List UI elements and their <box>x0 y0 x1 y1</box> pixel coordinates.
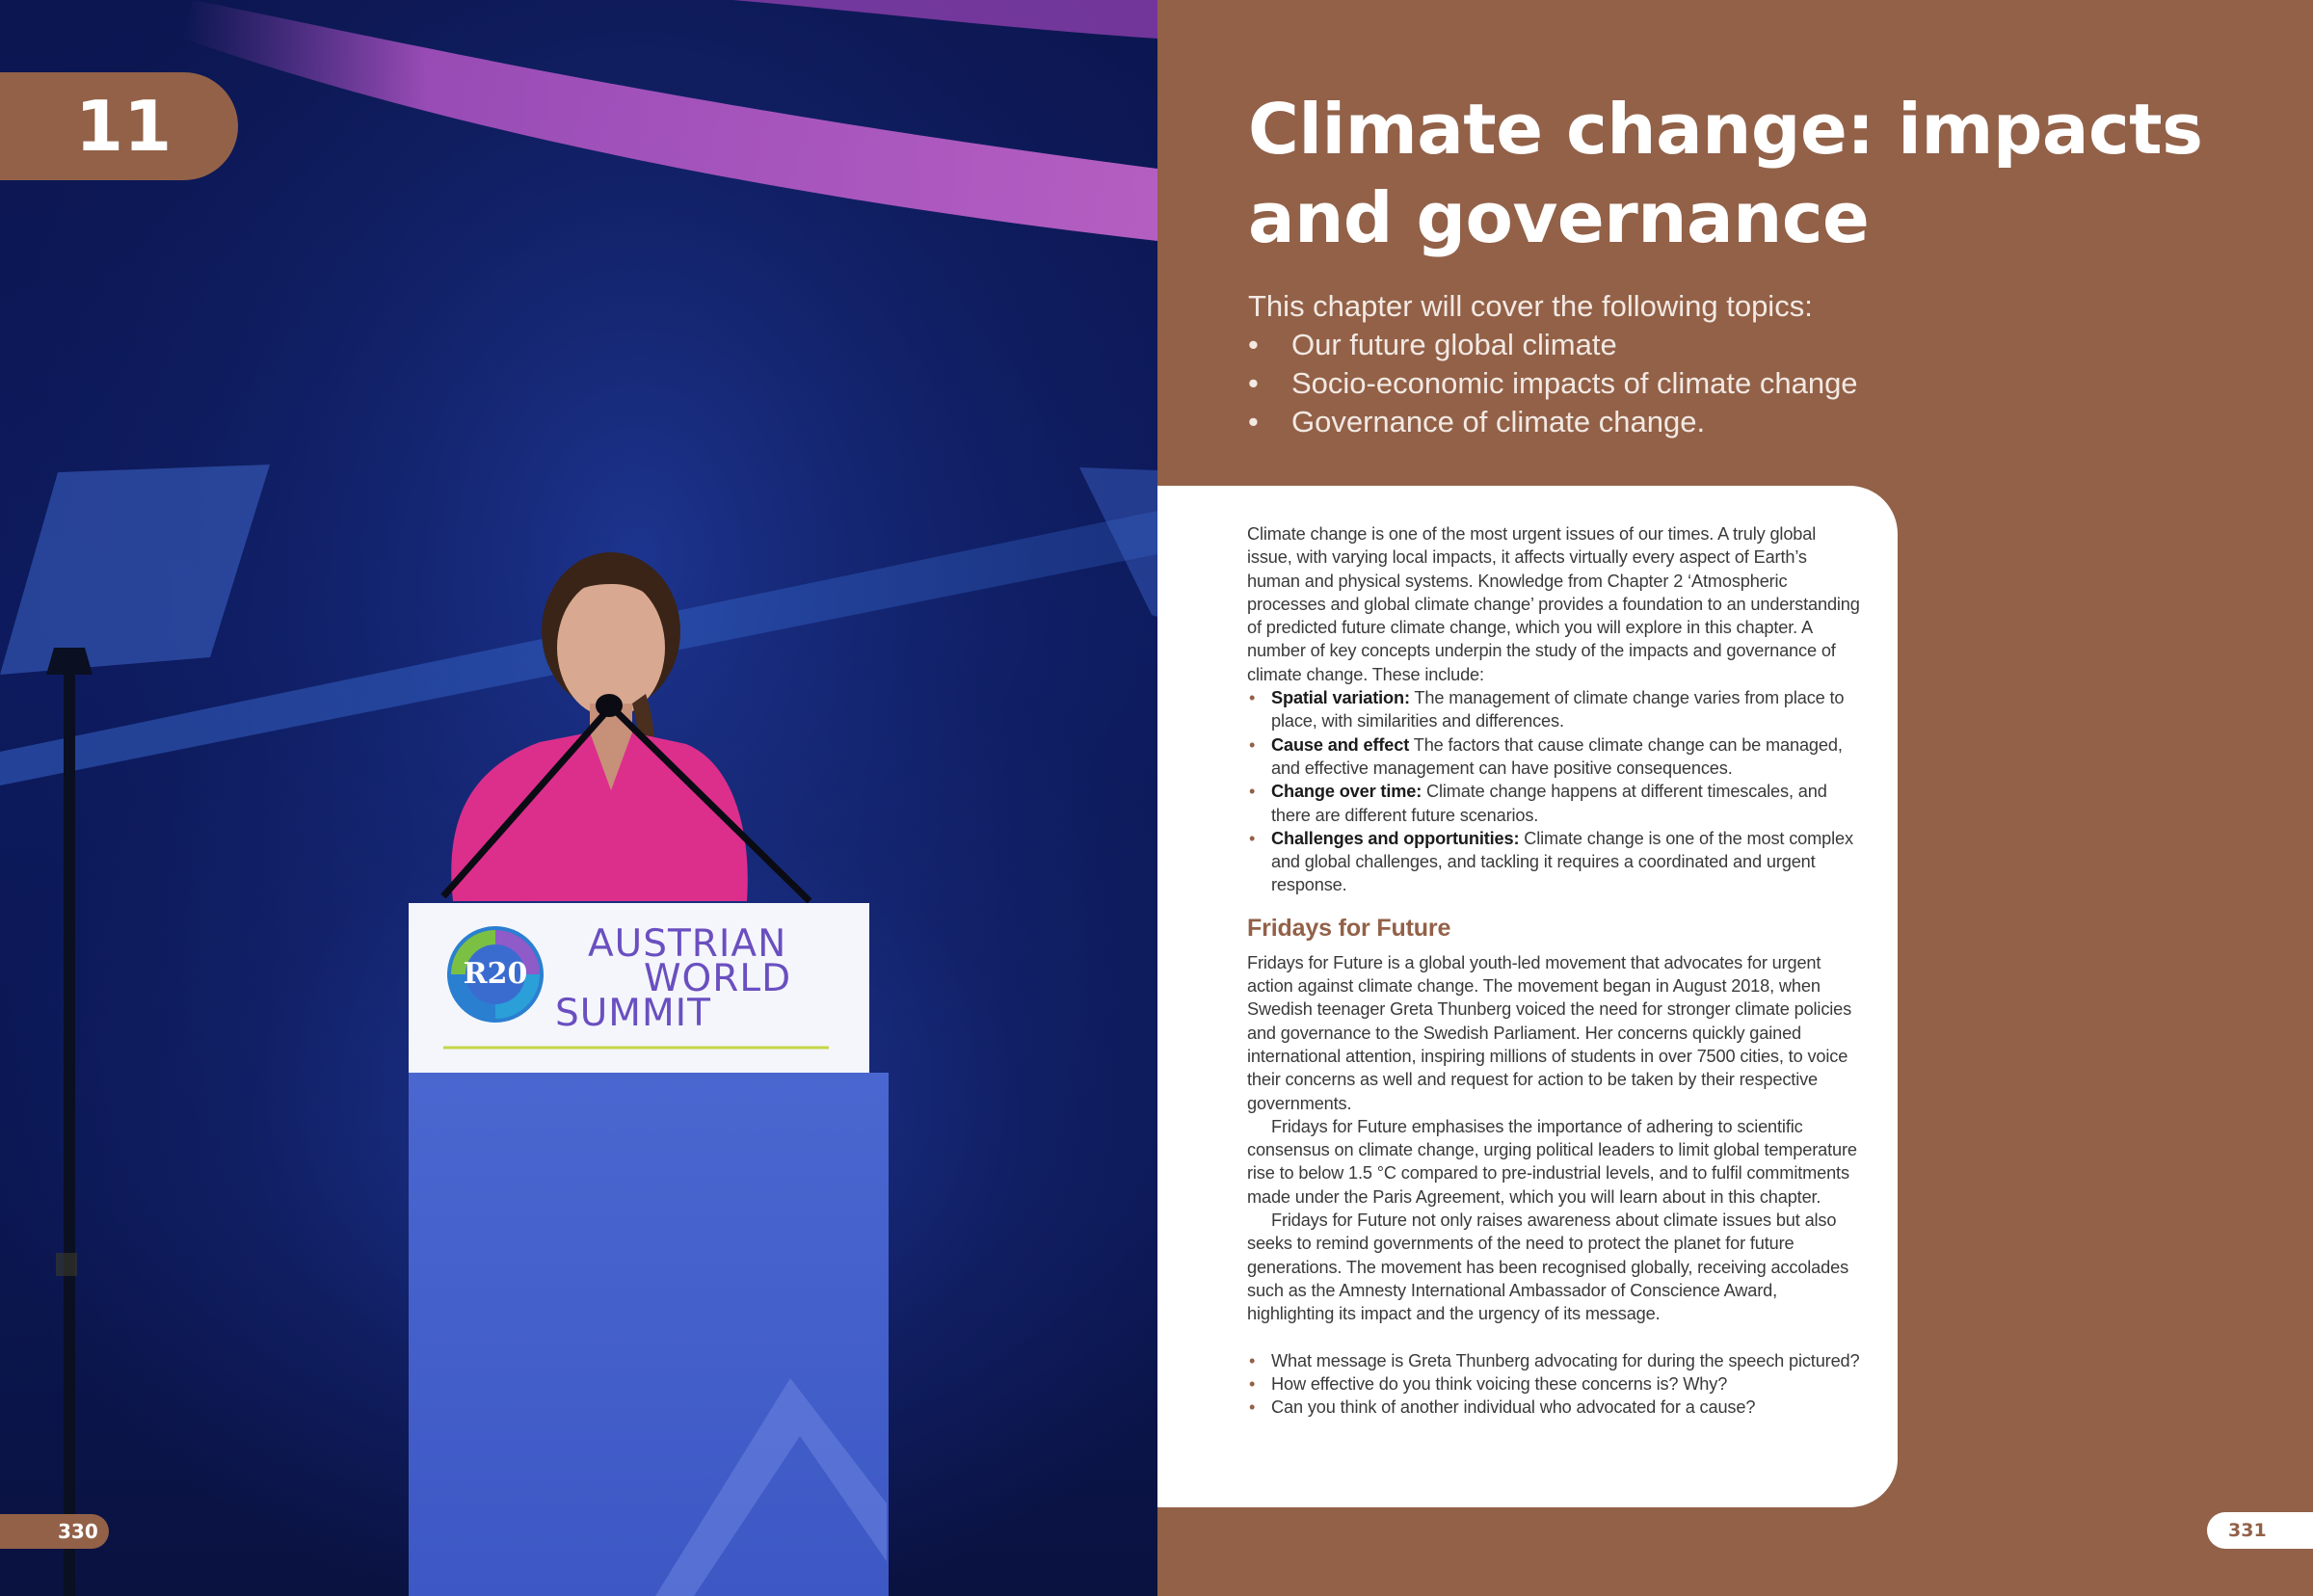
topics-intro: This chapter will cover the following topics: <box>1248 289 1813 323</box>
page-number-right: 331 <box>2207 1512 2313 1549</box>
discussion-questions <box>1247 1349 1864 1420</box>
card-body <box>1247 522 1864 1419</box>
topic-item: • Socio-economic impacts of climate change <box>1248 364 2212 403</box>
case-study-paragraph: Fridays for Future emphasises the importance of adhering to scientific consensus on climate change, urging political leaders to limit global temperature rise to below 1.5 °C compared to pre-industrial levels, and to fulfil commitments made under the Paris Agreement, which you will learn about in this chapter. <box>1247 1116 1857 1207</box>
content-card <box>1157 486 1898 1507</box>
key-concept-item <box>1247 733 1864 781</box>
page-number-left: 330 <box>0 1514 109 1549</box>
topic-item: • Our future global climate <box>1248 326 2212 364</box>
question-item: • What message is Greta Thunberg advocating for during the speech pictured? <box>1247 1349 1864 1372</box>
concept-text: Climate change happens at different timescales, and there are different future scenarios. <box>1271 782 1827 825</box>
r20-badge-text: R20 <box>463 957 528 991</box>
key-concept-item <box>1247 780 1864 827</box>
key-concepts-list <box>1247 686 1864 897</box>
question-item: • Can you think of another individual who advocated for a cause? <box>1247 1396 1864 1419</box>
question-item: • How effective do you think voicing these concerns is? Why? <box>1247 1372 1864 1396</box>
microphone-head <box>596 694 623 717</box>
teleprompter-stand <box>64 665 75 1596</box>
podium-body <box>409 1073 889 1596</box>
concept-term: Challenges and opportunities: <box>1271 828 1520 848</box>
intro-paragraph: Climate change is one of the most urgent issues of our times. A truly global issue, with varying local impacts, it affects virtually every aspect of Earth’s human and physical systems. Knowledge from Chapter 2 ‘Atmospheric processes and global climate change’ provides a foundation to an understanding of predicted future climate change, which you will explore in this chapter. A number of key concepts underpin the study of the impacts and governance of climate change. These include: <box>1247 524 1860 684</box>
podium-logo-line-2: WORLD <box>644 957 792 1000</box>
chapter-title: Climate change: impacts and governance <box>1248 89 2203 258</box>
case-study-heading: Fridays for Future <box>1247 914 1451 942</box>
r20-logo <box>443 922 547 1026</box>
topics-list <box>1248 326 2212 441</box>
chapter-topics <box>1248 287 2212 441</box>
concept-term: Spatial variation: <box>1271 688 1410 708</box>
case-study-paragraph: Fridays for Future is a global youth-led movement that advocates for urgent action against climate change. The movement began in August 2018, when Swedish teenager Greta Thunberg voiced the need for stronger climate policies and governance to the Swedish Parliament. Her concerns quickly gained international attention, inspiring millions of students in over 7500 cities, to voice their concerns as well and request for action to be taken by their respective governments. <box>1247 952 1852 1113</box>
podium-logo-line-3: SUMMIT <box>555 992 711 1035</box>
podium-logo <box>409 903 869 1073</box>
stand-clamp <box>56 1253 77 1276</box>
concept-text: Climate change is one of the most complex and global challenges, and tackling it requires a coordinated and urgent response. <box>1271 828 1853 895</box>
case-study-paragraph: Fridays for Future not only raises awareness about climate issues but also seeks to remind governments of the need to protect the planet for future generations. The movement has been recognised globally, receiving accolades such as the Amnesty International Ambassador of Conscience Award, highlighting its impact and the urgency of its message. <box>1247 1210 1849 1324</box>
topic-item: • Governance of climate change. <box>1248 403 2212 441</box>
key-concept-item <box>1247 827 1864 897</box>
concept-text: The management of climate change varies from place to place, with similarities and differences. <box>1271 688 1845 732</box>
key-concept-item <box>1247 686 1864 733</box>
concept-term: Cause and effect <box>1271 734 1410 755</box>
teleprompter-mount <box>46 648 93 675</box>
chapter-number-tab: 11 <box>0 72 238 180</box>
right-page <box>1157 0 2313 1596</box>
concept-term: Change over time: <box>1271 782 1422 802</box>
podium-logo-line-1: AUSTRIAN <box>588 922 787 966</box>
concept-text: The factors that cause climate change can be managed, and effective management can have positive consequences. <box>1271 734 1843 778</box>
